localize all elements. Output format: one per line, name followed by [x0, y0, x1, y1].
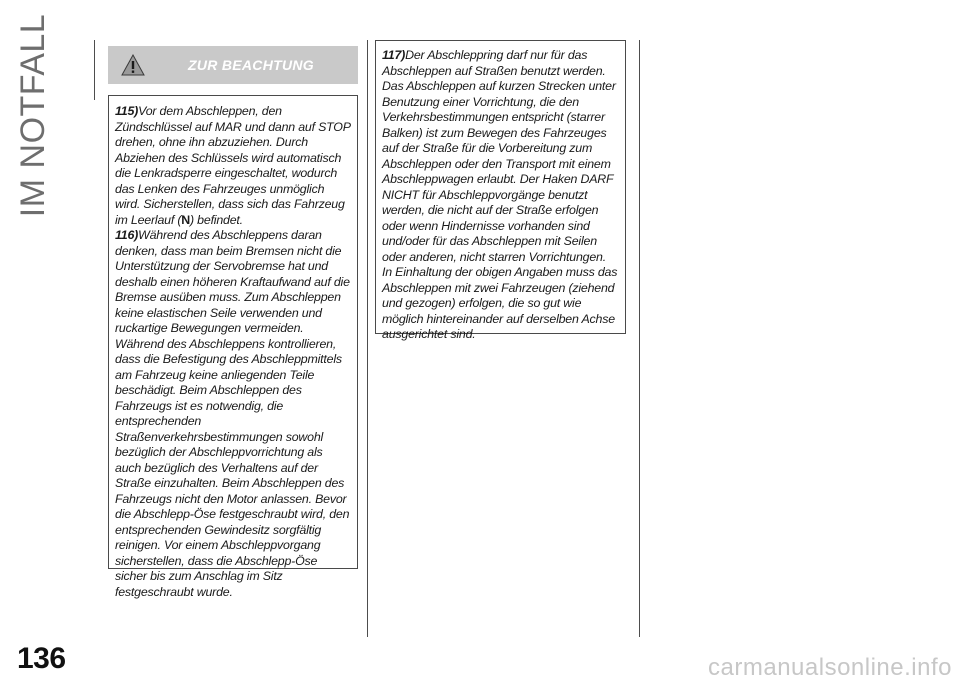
note-number: 116) [115, 228, 139, 242]
warning-box-right [375, 40, 626, 341]
section-title-vertical [6, 13, 62, 217]
page-number: 136 [17, 642, 66, 675]
section-title-text: IM NOTFALL [14, 13, 53, 217]
note-117 [382, 48, 619, 343]
note-text: Der Abschleppring darf nur für das Abschleppen auf Straßen benutzt werden. Das Abschleppen auf kurzen Strecken unter Benutzung einer Vorrichtung, die den Verkehrsbestimmungen entspricht (starrer Balken) ist zum Bewegen des Fahrzeuges auf der Straße für die Vorbereitung zum Abschleppen oder den Transport mit einem Abschleppwagen erlaubt. Der Haken DARF NICHT für Abschleppvorgänge benutzt werden, die nicht auf der Straße erfolgen oder wenn Hindernisse vorhanden sind und/oder für das Abschleppen mit Seilen oder anderen, nicht starren Vorrichtungen. In Einhaltung der obigen Angaben muss das Abschleppen mit zwei Fahrzeugen (ziehend und gezogen) erfolgen, die so gut wie möglich hintereinander auf derselben Achse ausgerichtet sind. [382, 48, 618, 341]
column-divider-left [94, 40, 95, 100]
note-text: Vor dem Abschleppen, den Zündschlüssel auf MAR und dann auf STOP drehen, ohne ihn abzuziehen. Durch Abziehen des Schlüssels wird automatisch die Lenkradsperre eingeschaltet, wodurch das Lenken des Fahrzeuges unmöglich wird. Sicherstellen, dass sich das Fahrzeug im Leerlauf ( [115, 104, 351, 227]
warning-box-left [108, 95, 358, 599]
watermark-text: carmanualsonline.info [708, 654, 952, 681]
note-number: 115) [115, 104, 139, 118]
warning-title: ZUR BEACHTUNG [187, 57, 314, 73]
warning-header [108, 46, 358, 84]
gear-neutral-letter: N [181, 212, 191, 227]
column-divider-right [639, 40, 640, 637]
note-116 [115, 228, 351, 600]
note-115 [115, 104, 351, 228]
note-text-end: ) befindet. [190, 212, 243, 227]
note-number: 117) [382, 48, 406, 62]
column-divider-middle [367, 40, 368, 637]
warning-triangle-icon [108, 46, 158, 84]
note-text: Während des Abschleppens daran denken, dass man beim Bremsen nicht die Unterstützung der Servobremse hat und deshalb einen höheren Kraftaufwand auf die Bremse ausüben muss. Zum Abschleppen keine elastischen Seile verwenden und ruckartige Bewegungen vermeiden. Während des Abschleppens kontrollieren, dass die Befestigung des Abschleppmittels am Fahrzeug keine anliegenden Teile beschädigt. Beim Abschleppen des Fahrzeugs ist es notwendig, die entsprechenden Straßenverkehrsbestimmungen sowohl bezüglich der Abschleppvorrichtung als auch bezüglich des Verhaltens auf der Straße einzuhalten. Beim Abschleppen des Fahrzeugs nicht den Motor anlassen. Bevor die Abschlepp-Öse festgeschraubt wird, den entsprechenden Gewindesitz sorgfältig reinigen. Vor einem Abschleppvorgang sicherstellen, dass die Abschlepp-Öse sicher bis zum Anschlag im Sitz festgeschraubt wurde. [115, 228, 350, 599]
